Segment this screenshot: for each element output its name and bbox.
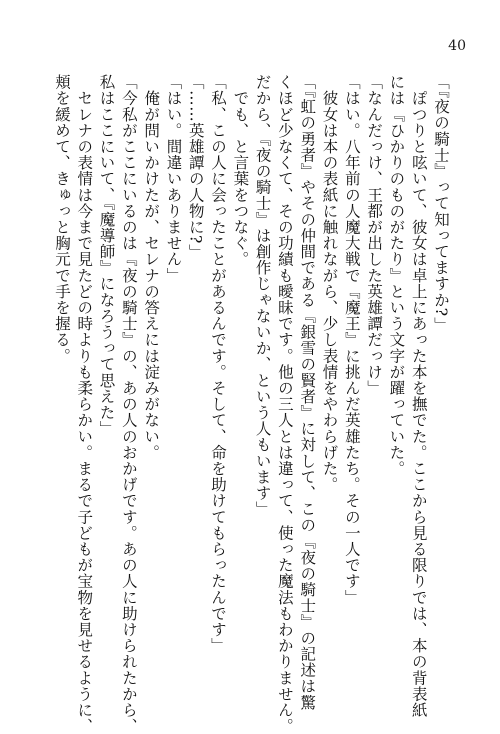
text-line: 「はい。八年前の人魔大戦で『魔王』に挑んだ英雄たち。その一人です」 xyxy=(342,74,361,606)
text-line: 私はここにいて、『魔導師』になろうって思えた」 xyxy=(97,74,116,437)
text-line: 「……英雄譚の人物に?」 xyxy=(186,74,205,261)
text-line: 「今私がここにいるのは『夜の騎士』の、あの人のおかげです。あの人に助けられたから、 xyxy=(119,74,138,734)
vertical-text-body xyxy=(52,74,452,734)
text-line: には『ひかりのものがたり』という文字が躍っていた。 xyxy=(387,74,406,477)
text-line: 「私、この人に会ったことがあるんです。そして、命を助けてもらったんです」 xyxy=(209,74,228,654)
text-line: 俺が問いかけたが、セレナの答えには淀みがない。 xyxy=(142,74,161,461)
text-line: 「はい。間違いありません」 xyxy=(164,74,183,284)
text-line: 頬を緩めて、きゅっと胸元で手を握る。 xyxy=(52,74,71,364)
text-line: ぽつりと呟いて、彼女は卓上にあった本を撫でた。ここから見る限りでは、本の背表紙 xyxy=(409,74,428,718)
text-line: 「なんだっけ、王都が出した英雄譚だっけ」 xyxy=(365,74,384,396)
text-line: でも、と言葉をつなぐ。 xyxy=(231,74,250,268)
text-line: 彼女は本の表紙に触れながら、少し表情をやわらげた。 xyxy=(320,74,339,493)
text-line: 「『夜の騎士』って知ってますか?」 xyxy=(432,74,450,333)
page-number: 40 xyxy=(448,38,466,54)
text-line: セレナの表情は今まで見たどの時よりも柔らかい。まるで子どもが宝物を見せるように、 xyxy=(75,74,94,734)
text-line: 「『虹の勇者』やその仲間である『銀雪の賢者』に対して、この『夜の騎士』の記述は驚 xyxy=(298,74,317,711)
text-line: だから、『夜の騎士』は創作じゃないか、という人もいます」 xyxy=(253,74,272,518)
text-line: くほど少なくて、その功績も曖昧です。他の三人とは違って、使った魔法もわかりません。 xyxy=(275,74,294,734)
